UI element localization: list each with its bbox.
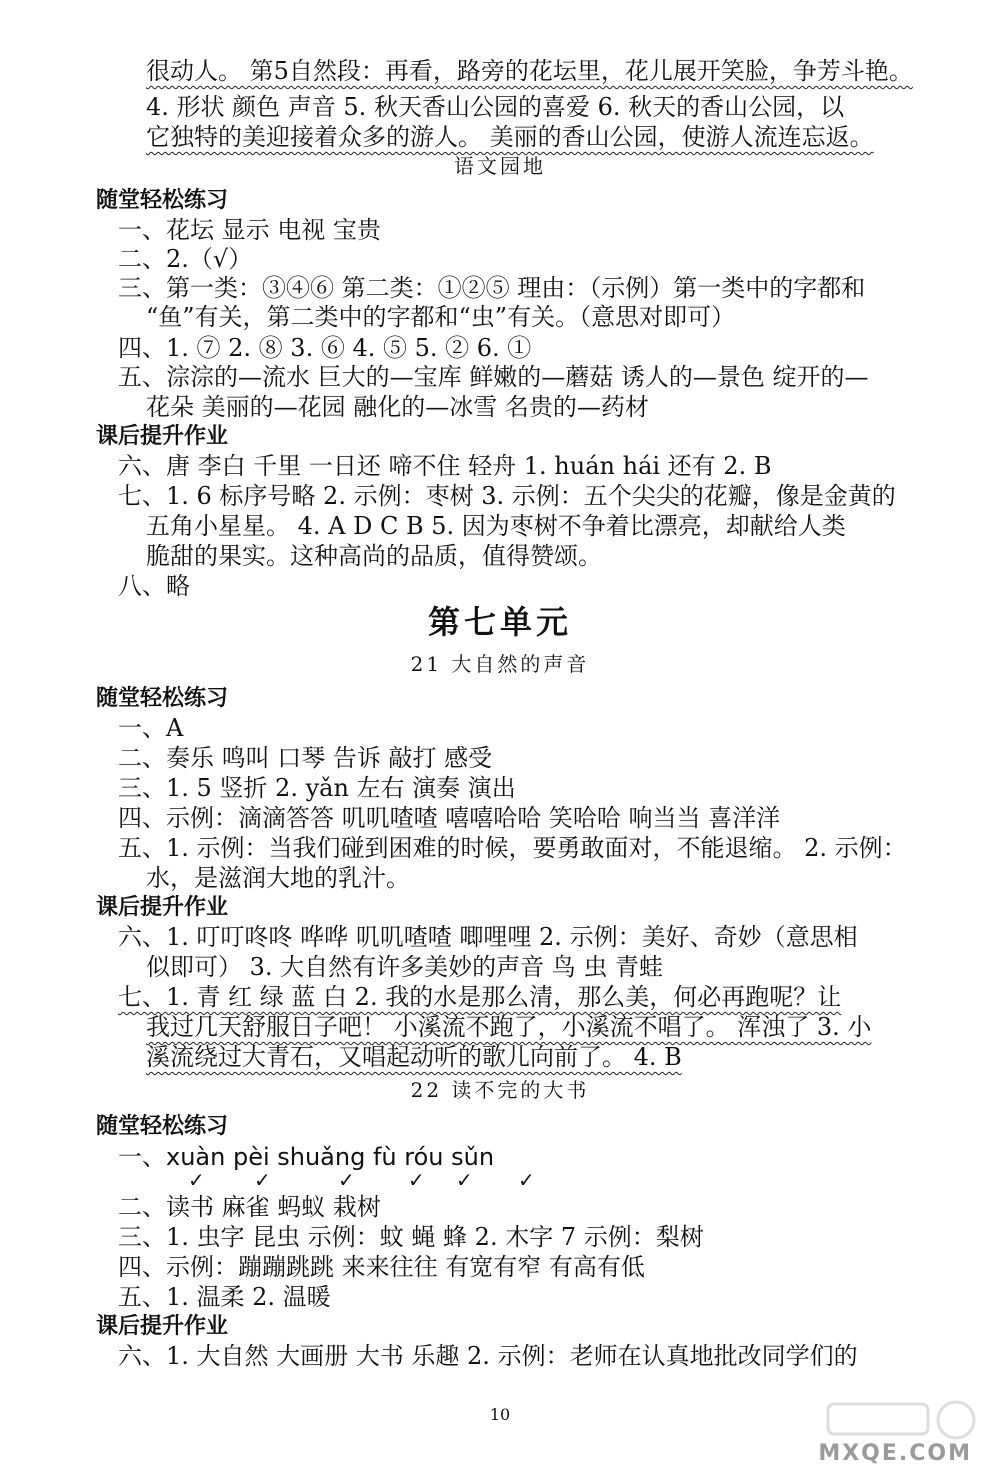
text-line: 三、1. 5 竖折 2. yǎn 左右 演奏 演出 xyxy=(118,774,516,802)
page-number: 10 xyxy=(489,1405,511,1424)
lesson-title-22: 22 读不完的大书 xyxy=(410,1078,590,1102)
text-line: 八、略 xyxy=(118,572,190,600)
text-line: 很动人。 第5自然段：再看，路旁的花坛里，花儿展开笑脸，争芳斗艳。 xyxy=(146,57,913,85)
lesson-title-21: 21 大自然的声音 xyxy=(410,652,590,676)
text-line: 五、淙淙的—流水 巨大的—宝库 鲜嫩的—蘑菇 诱人的—景色 绽开的— xyxy=(118,363,869,391)
subheading-suitang: 随堂轻松练习 xyxy=(96,686,229,711)
subheading-suitang: 随堂轻松练习 xyxy=(96,188,229,213)
text-line: 一、花坛 显示 电视 宝贵 xyxy=(118,216,381,244)
text-line: 五、1. 温柔 2. 温暖 xyxy=(118,1283,331,1311)
text-line: 二、2.（√） xyxy=(118,245,253,273)
text-line: 七、1. 6 标序号略 2. 示例：枣树 3. 示例：五个尖尖的花瓣，像是金黄的 xyxy=(118,482,896,510)
text-line: 一、xuàn pèi shuǎng fù róu sǔn xyxy=(118,1143,495,1171)
text-line: 四、示例：滴滴答答 叽叽喳喳 嘻嘻哈哈 笑哈哈 响当当 喜洋洋 xyxy=(118,804,781,832)
text-line: 三、1. 虫字 昆虫 示例：蚊 蝇 蜂 2. 木字 7 示例：梨树 xyxy=(118,1223,704,1251)
check-mark: ✓ xyxy=(188,1168,205,1192)
text-line: 五角小星星。 4. A D C B 5. 因为枣树不争着比漂亮，却献给人类 xyxy=(146,512,846,540)
text-line: 五、1. 示例：当我们碰到困难的时候，要勇敢面对，不能退缩。 2. 示例： xyxy=(118,834,907,862)
subheading-suitang: 随堂轻松练习 xyxy=(96,1114,229,1139)
text-line: 溪流绕过大青石，又唱起动听的歌儿向前了。 4. B xyxy=(146,1043,682,1071)
text-line: 四、示例：蹦蹦跳跳 来来往往 有宽有窄 有高有低 xyxy=(118,1253,645,1281)
subheading-kehou: 课后提升作业 xyxy=(96,424,229,449)
text-line: 一、A xyxy=(118,714,184,742)
check-mark: ✓ xyxy=(338,1168,355,1192)
check-mark: ✓ xyxy=(456,1168,473,1192)
section-title-yuwen: 语文园地 xyxy=(454,154,546,178)
text-line: 花朵 美丽的—花园 融化的—冰雪 名贵的—药材 xyxy=(146,393,649,421)
check-mark: ✓ xyxy=(254,1168,271,1192)
check-mark: ✓ xyxy=(518,1168,535,1192)
text-line: “鱼”有关，第二类中的字都和“虫”有关。（意思对即可） xyxy=(146,303,736,331)
text-line: 七、1. 青 红 绿 蓝 白 2. 我的水是那么清，那么美，何必再跑呢？让 xyxy=(118,983,842,1011)
text-line: 四、1. ⑦ 2. ⑧ 3. ⑥ 4. ⑤ 5. ② 6. ① xyxy=(118,334,532,362)
text-line: 六、唐 李白 千里 一日还 啼不住 轻舟 1. huán hái 还有 2. B xyxy=(118,452,772,480)
text-line: 六、1. 大自然 大画册 大书 乐趣 2. 示例：老师在认真地批改同学们的 xyxy=(118,1342,858,1370)
subheading-kehou: 课后提升作业 xyxy=(96,1314,229,1339)
unit-title: 第七单元 xyxy=(427,603,572,641)
text-line: 三、第一类：③④⑥ 第二类：①②⑤ 理由：（示例）第一类中的字都和 xyxy=(118,274,866,302)
text-line: 二、奏乐 鸣叫 口琴 告诉 敲打 感受 xyxy=(118,744,493,772)
text-line: 脆甜的果实。这种高尚的品质，值得赞颂。 xyxy=(146,542,602,570)
subheading-kehou: 课后提升作业 xyxy=(96,895,229,920)
text-line: 似即可） 3. 大自然有许多美妙的声音 鸟 虫 青蛙 xyxy=(146,953,664,981)
text-line: 水，是滋润大地的乳汁。 xyxy=(146,864,410,892)
text-line: 六、1. 叮叮咚咚 哗哗 叽叽喳喳 唧哩哩 2. 示例：美好、奇妙（意思相 xyxy=(118,923,858,951)
text-line: 二、读书 麻雀 蚂蚁 栽树 xyxy=(118,1193,381,1221)
text-line: 4. 形状 颜色 声音 5. 秋天香山公园的喜爱 6. 秋天的香山公园，以 xyxy=(146,93,845,121)
text-line: 我过几天舒服日子吧！ 小溪流不跑了，小溪流不唱了。 浑浊了 3. 小 xyxy=(146,1013,872,1041)
text-line: 它独特的美迎接着众多的游人。 美丽的香山公园，使游人流连忘返。 xyxy=(146,123,874,151)
watermark-text: MXQE.COM xyxy=(818,1441,972,1466)
check-mark: ✓ xyxy=(408,1168,425,1192)
